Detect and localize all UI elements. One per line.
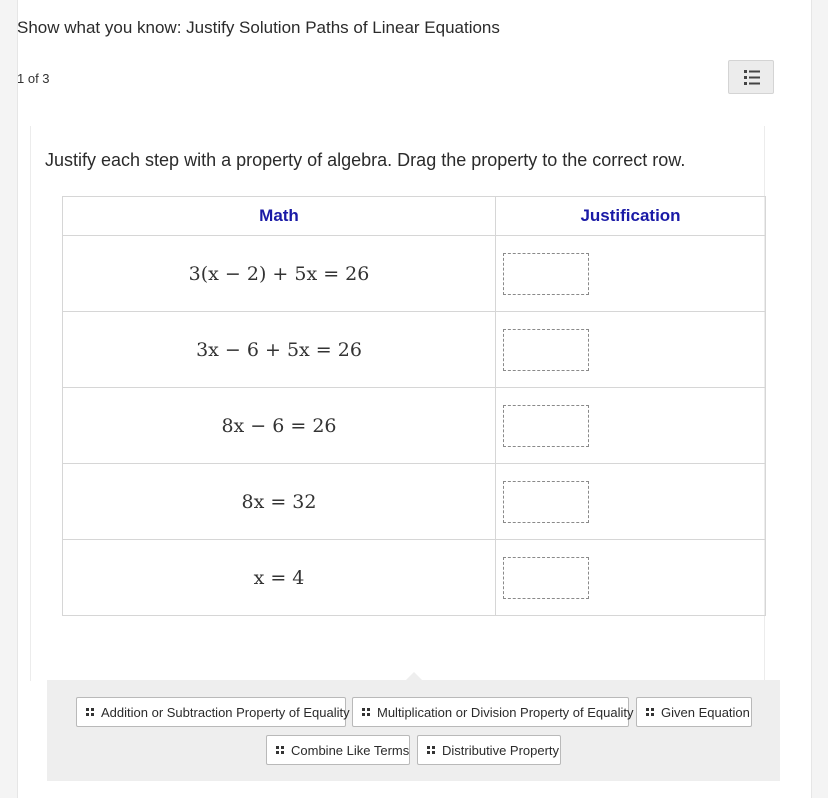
math-expression: 3x − 6 + 5x = 26: [196, 338, 362, 361]
drag-handle-icon: [646, 708, 654, 716]
drag-item-combine-like-terms[interactable]: [266, 735, 410, 765]
column-header-justification: Justification: [496, 197, 766, 236]
justification-cell: [496, 540, 766, 616]
table-row: [63, 236, 766, 312]
math-expression: 8x − 6 = 26: [221, 414, 337, 437]
drop-zone[interactable]: [503, 481, 589, 523]
drop-zone[interactable]: [503, 405, 589, 447]
table-row: [63, 540, 766, 616]
drop-zone[interactable]: [503, 557, 589, 599]
list-icon: [744, 70, 760, 85]
drag-item-distributive-property[interactable]: [417, 735, 561, 765]
math-step: [63, 540, 496, 616]
drag-handle-icon: [86, 708, 94, 716]
drag-item-multiplication-division-property[interactable]: [352, 697, 634, 727]
drop-zone[interactable]: [503, 329, 589, 371]
math-step: [63, 464, 496, 540]
math-expression: 3(x − 2) + 5x = 26: [188, 262, 370, 285]
justification-cell: [496, 464, 766, 540]
drag-item-label: Distributive Property: [442, 742, 560, 758]
instructions: Justify each step with a property of algebra. Drag the property to the correct row.: [45, 150, 686, 170]
drag-item-addition-subtraction-property[interactable]: [76, 697, 350, 727]
progress-indicator: 1 of 3: [17, 71, 50, 86]
drag-item-label: Multiplication or Division Property of Equality: [377, 704, 634, 720]
drag-item-given-equation[interactable]: [636, 697, 752, 727]
drag-item-label: Combine Like Terms: [291, 742, 410, 758]
table-row: [63, 464, 766, 540]
drag-handle-icon: [427, 746, 435, 754]
property-bank: [47, 680, 780, 781]
math-step: [63, 388, 496, 464]
justification-cell: [496, 388, 766, 464]
math-expression: x = 4: [253, 566, 305, 589]
drop-zone[interactable]: [503, 253, 589, 295]
table-row: [63, 312, 766, 388]
justification-table: [62, 196, 766, 616]
math-expression: 8x = 32: [241, 490, 317, 513]
drag-item-label: Addition or Subtraction Property of Equality: [101, 704, 350, 720]
math-step: [63, 236, 496, 312]
drag-handle-icon: [276, 746, 284, 754]
drag-item-label: Given Equation: [661, 704, 750, 720]
drag-handle-icon: [362, 708, 370, 716]
table-row: [63, 388, 766, 464]
justification-cell: [496, 312, 766, 388]
column-header-math: Math: [63, 197, 496, 236]
justification-cell: [496, 236, 766, 312]
page-title: Show what you know: Justify Solution Paths of Linear Equations: [17, 18, 500, 37]
table-of-contents-button[interactable]: [728, 60, 774, 94]
math-step: [63, 312, 496, 388]
